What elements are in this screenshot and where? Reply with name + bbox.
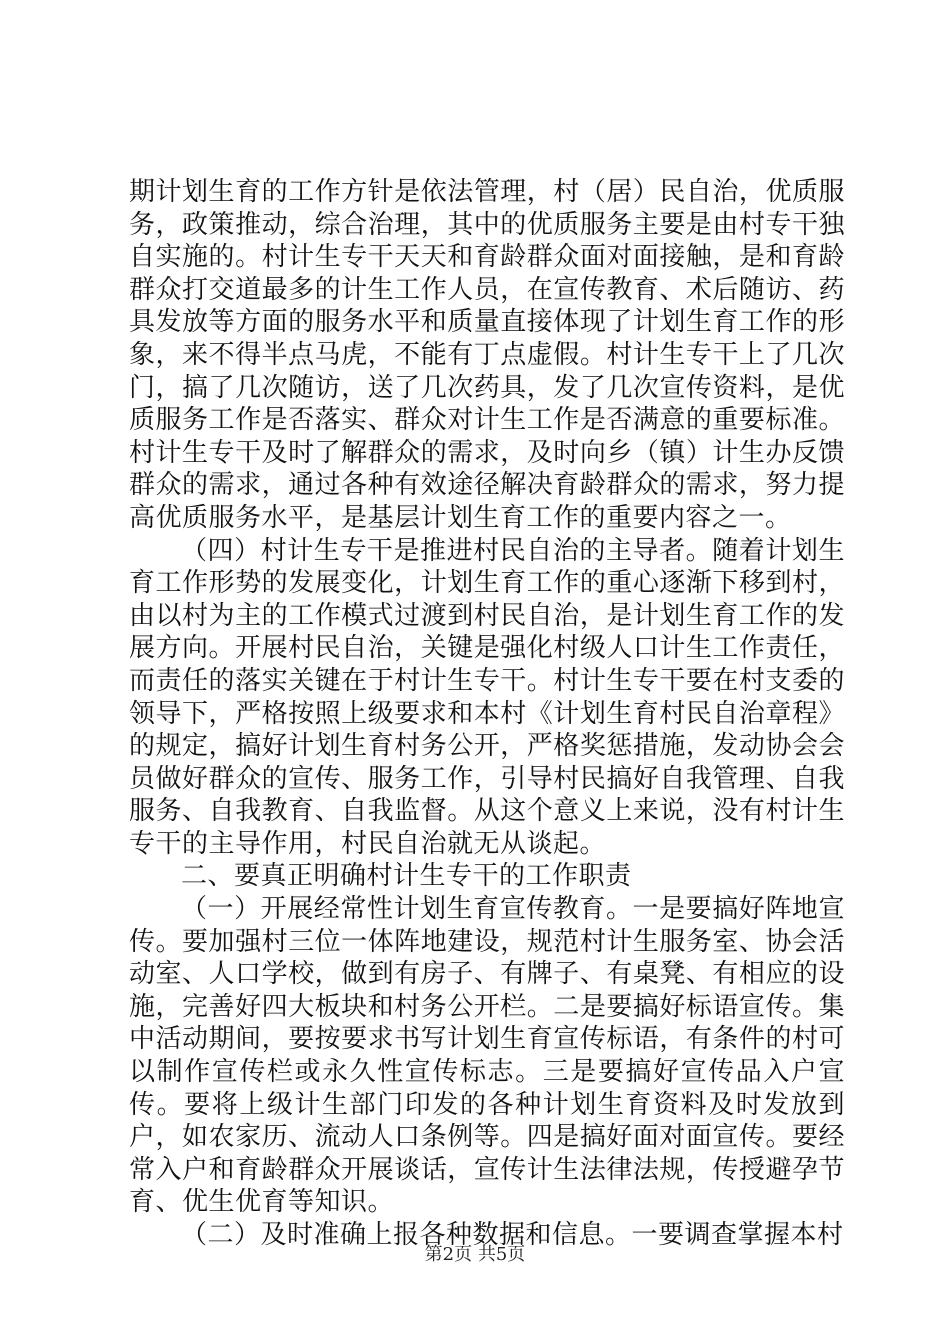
page-footer (0, 1243, 950, 1267)
paragraph-subsection-two: （二）及时准确上报各种数据和信息。一要调查掌握本村 (181, 1220, 844, 1250)
document-body (129, 176, 845, 1252)
paragraph-subsection-one: （一）开展经常性计划生育宣传教育。一是要搞好阵地宣传。要加强村三位一体阵地建设，规范村计生服务室、协会活动室、人口学校，做到有房子、有牌子、有桌凳、有相应的设施，完善好四大板块和村务公开栏。二是要搞好标语宣传。集中活动期间，要按要求书写计划生育宣传标语，有条件的村可以制作宣传栏或永久性宣传标志。三是要搞好宣传品入户宣传。要将上级计生部门印发的各种计划生育资料及时发放到户，如农家历、流动人口条例等。四是搞好面对面宣传。要经常入户和育龄群众开展谈话，宣传计生法律法规，传授避孕节育、优生优育等知识。 (129, 894, 845, 1218)
section-heading-two: 二、要真正明确村计生专干的工作职责 (181, 861, 632, 892)
page-number-label: 第2页 共5页 (424, 1244, 526, 1265)
paragraph-continuation: 期计划生育的工作方针是依法管理，村（居）民自治，优质服务，政策推动，综合治理，其中的优质服务主要是由村专干独自实施的。村计生专干天天和育龄群众面对面接触，是和育龄群众打交道最多的计生工作人员，在宣传教育、术后随访、药具发放等方面的服务水平和质量直接体现了计划生育工作的形象，来不得半点马虎，不能有丁点虚假。村计生专干上了几次门，搞了几次随访，送了几次药具，发了几次宣传资料，是优质服务工作是否落实、群众对计生工作是否满意的重要标准。村计生专干及时了解群众的需求，及时向乡（镇）计生办反馈群众的需求，通过各种有效途径解决育龄群众的需求，努力提高优质服务水平，是基层计划生育工作的重要内容之一。 (129, 177, 845, 533)
paragraph-section-four: （四）村计生专干是推进村民自治的主导者。随着计划生育工作形势的发展变化，计划生育工作的重心逐渐下移到村，由以村为主的工作模式过渡到村民自治，是计划生育工作的发展方向。开展村民自治，关键是强化村级人口计生工作责任，而责任的落实关键在于村计生专干。村计生专干要在村支委的领导下，严格按照上级要求和本村《计划生育村民自治章程》的规定，搞好计划生育村务公开，严格奖惩措施，发动协会会员做好群众的宣传、服务工作，引导村民搞好自我管理、自我服务、自我教育、自我监督。从这个意义上来说，没有村计生专干的主导作用，村民自治就无从谈起。 (129, 535, 845, 859)
